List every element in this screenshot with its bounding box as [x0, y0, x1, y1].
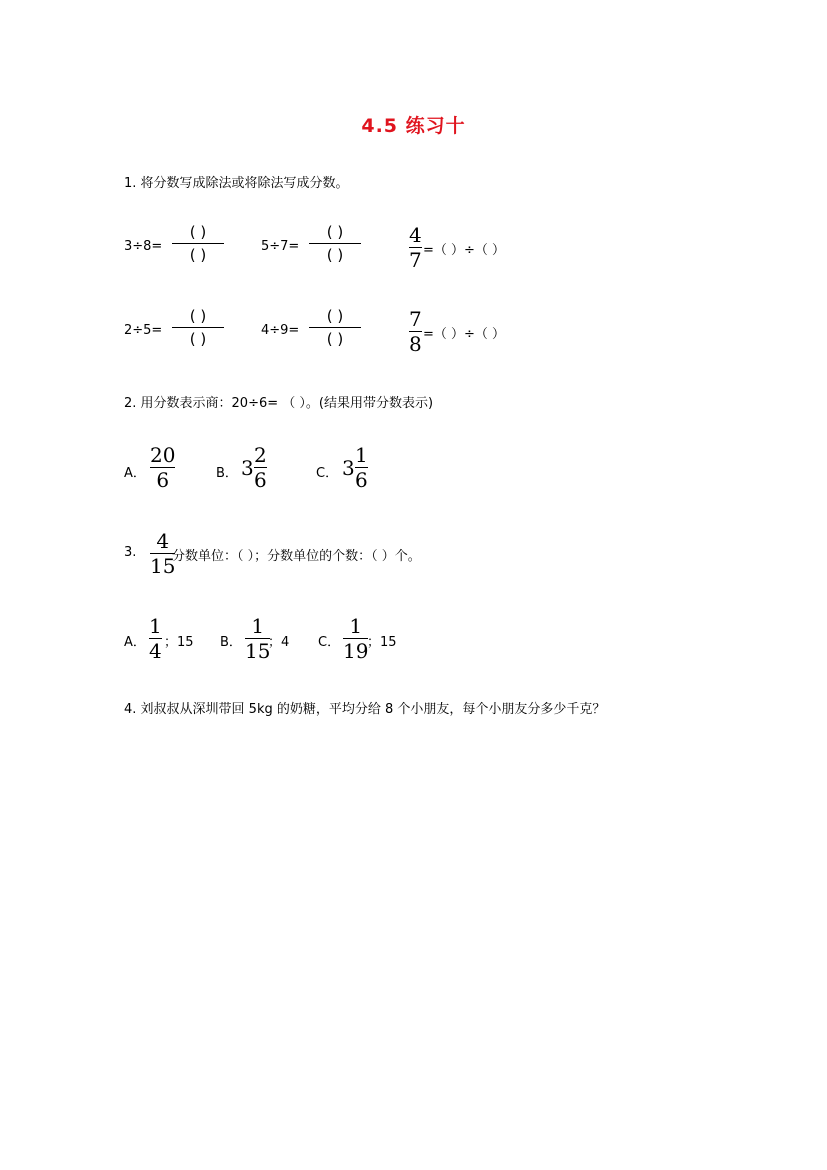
blank-denominator[interactable]: ( ): [326, 246, 344, 264]
q1-row1-item1-lhs: 3÷8=: [124, 239, 163, 254]
q3-option-c-label[interactable]: C．: [318, 635, 341, 650]
q2-option-a-fraction: 20 6: [150, 443, 176, 492]
question-1-prompt: 1. 将分数写成除法或将除法写成分数。: [124, 176, 349, 191]
q2-option-a-label[interactable]: A．: [124, 466, 146, 481]
blank-numerator[interactable]: ( ): [189, 223, 207, 241]
blank-numerator[interactable]: ( ): [326, 223, 344, 241]
q3-option-c-fraction: 1 19: [343, 614, 369, 663]
question-3-number: 3.: [124, 545, 137, 560]
q1-row2-item3-rhs[interactable]: =（ ）÷（ ）: [423, 327, 506, 342]
q1-row1-item3-fraction: 4 7: [409, 223, 422, 272]
q1-row2-item3-fraction: 7 8: [409, 307, 422, 356]
q1-row1-item1-fraction: [172, 222, 224, 265]
q3-option-a-label[interactable]: A．: [124, 635, 146, 650]
q1-row1-item3-rhs[interactable]: =（ ）÷（ ）: [423, 243, 506, 258]
q3-fraction: 4 15: [150, 529, 176, 578]
q3-option-a-fraction: 1 4: [149, 614, 162, 663]
q2-option-b-fraction: 2 6: [254, 443, 267, 492]
q2-option-b-label[interactable]: B．: [216, 466, 238, 481]
q3-option-b-label[interactable]: B．: [220, 635, 242, 650]
question-2-prompt: 2. 用分数表示商：20÷6= （ ）。(结果用带分数表示): [124, 396, 434, 411]
q1-row2-item1-lhs: 2÷5=: [124, 323, 163, 338]
q2-option-c-label[interactable]: C．: [316, 466, 339, 481]
q2-option-b-whole: 3: [241, 456, 254, 480]
q2-option-c-whole: 3: [342, 456, 355, 480]
q1-row1-item2-lhs: 5÷7=: [261, 239, 300, 254]
blank-denominator[interactable]: ( ): [189, 246, 207, 264]
blank-denominator[interactable]: ( ): [326, 330, 344, 348]
q1-row2-item1-fraction: [172, 306, 224, 349]
q3-option-a-suffix: ；15: [164, 635, 194, 650]
blank-numerator[interactable]: ( ): [189, 307, 207, 325]
question-4-prompt: 4. 刘叔叔从深圳带回 5kg 的奶糖，平均分给 8 个小朋友，每个小朋友分多少千克？: [124, 702, 606, 717]
q1-row2-item2-fraction: [309, 306, 361, 349]
q3-option-c-suffix: ；15: [367, 635, 397, 650]
blank-denominator[interactable]: ( ): [189, 330, 207, 348]
page-title: 4.5 练习十: [361, 115, 466, 137]
q3-option-b-suffix: ；4: [268, 635, 290, 650]
q2-option-c-fraction: 1 6: [355, 443, 368, 492]
question-3-text[interactable]: 分数单位：（ ）；分数单位的个数：（ ）个。: [172, 549, 421, 564]
q1-row2-item2-lhs: 4÷9=: [261, 323, 300, 338]
q1-row1-item2-fraction: [309, 222, 361, 265]
q3-option-b-fraction: 1 15: [245, 614, 271, 663]
blank-numerator[interactable]: ( ): [326, 307, 344, 325]
